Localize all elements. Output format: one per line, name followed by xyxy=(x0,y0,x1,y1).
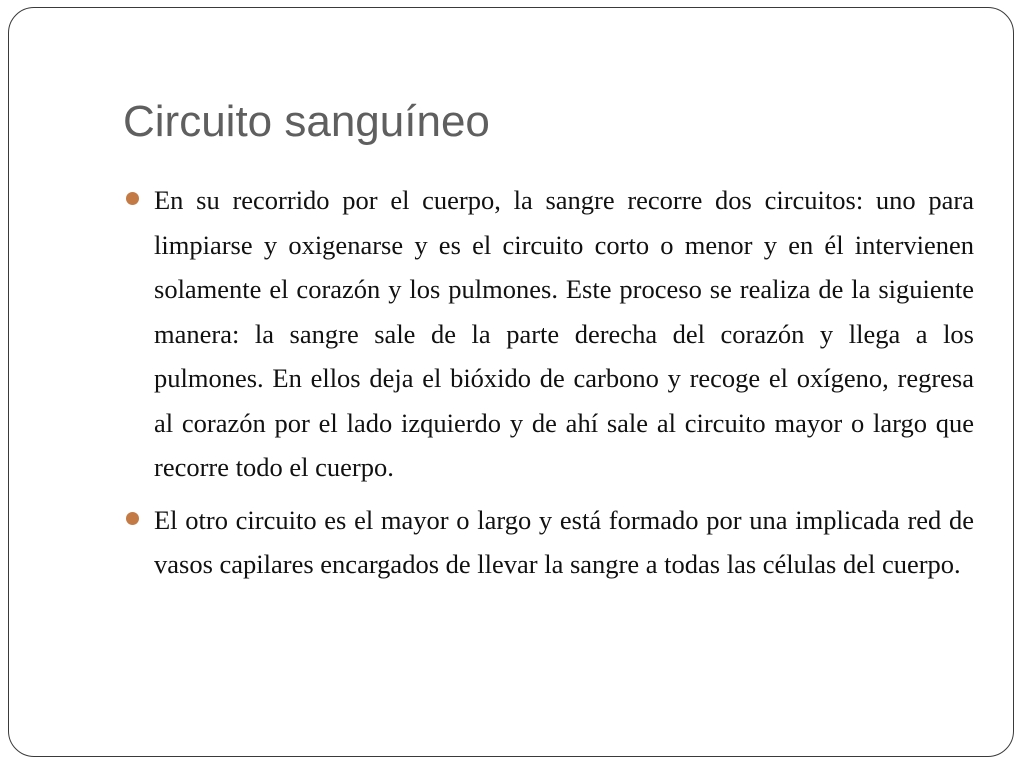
bullet-item xyxy=(126,498,974,587)
slide-title: Circuito sanguíneo xyxy=(123,97,490,146)
bullet-text: El otro circuito es el mayor o largo y está formado por una implicada red de vasos capilares encargados de llevar la sangre a todas las células del cuerpo. xyxy=(154,504,974,579)
bullet-dot-icon xyxy=(126,192,139,205)
bullet-list xyxy=(126,178,974,595)
bullet-text: En su recorrido por el cuerpo, la sangre recorre dos circuitos: uno para limpiarse y oxigenarse y es el circuito corto o menor y en él intervienen solamente el corazón y los pulmones. Este proceso se realiza de la siguiente manera: la sangre sale de la parte derecha del corazón y llega a los pulmones. En ellos deja el bióxido de carbono y recoge el oxígeno, regresa al corazón por el lado izquierdo y de ahí sale al circuito mayor o largo que recorre todo el cuerpo. xyxy=(154,185,974,482)
slide-frame xyxy=(8,7,1014,757)
bullet-dot-icon xyxy=(126,512,139,525)
bullet-item xyxy=(126,178,974,490)
